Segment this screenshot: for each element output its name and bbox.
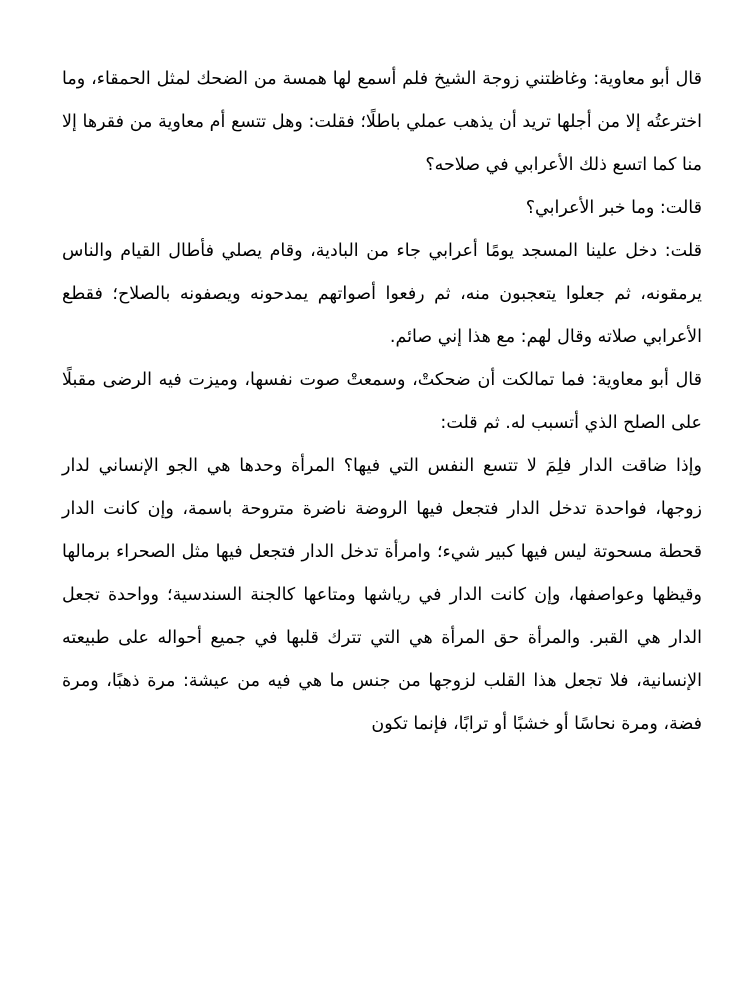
paragraph-2: قالت: وما خبر الأعرابي؟ [525, 198, 702, 218]
paragraph-4: قال أبو معاوية: فما تمالكت أن ضحكتْ، وسمعتْ صوت نفسها، وميزت فيه الرضى مقبلًا على الصلح الذي أتسبب له. ثم قلت: [62, 370, 702, 433]
body-text [62, 58, 702, 746]
paragraph-1: قال أبو معاوية: وغاظتني زوجة الشيخ فلم أسمع لها همسة من الضحك لمثل الحمقاء، وما اخترعتُه إلا من أجلها تريد أن يذهب عملي باطلًا؛ فقلت: وهل تتسع أم معاوية من فقرها إلا منا كما اتسع ذلك الأعرابي في صلاحه؟ [62, 69, 702, 175]
paragraph-3: قلت: دخل علينا المسجد يومًا أعرابي جاء من البادية، وقام يصلي فأطال القيام والناس يرمقونه، ثم جعلوا يتعجبون منه، ثم رفعوا أصواتهم يمدحونه ويصفونه بالصلاح؛ فقطع الأعرابي صلاته وقال لهم: مع هذا إني صائم. [62, 241, 702, 347]
paragraph-5: وإذا ضاقت الدار فلِمَ لا تتسع النفس التي فيها؟ المرأة وحدها هي الجو الإنساني لدار زوجها، فواحدة تدخل الدار فتجعل فيها الروضة ناضرة متروحة باسمة، وإن كانت الدار قحطة مسحوتة ليس فيها كبير شيء؛ وامرأة تدخل الدار فتجعل فيها مثل الصحراء برمالها وقيظها وعواصفها، وإن كانت الدار في رياشها ومتاعها كالجنة السندسية؛ وواحدة تجعل الدار هي القبر. والمرأة حق المرأة هي التي تترك قلبها في جميع أحواله على طبيعته الإنسانية، فلا تجعل هذا القلب لزوجها من جنس ما هي فيه من عيشة: مرة ذهبًا، ومرة فضة، ومرة نحاسًا أو خشبًا أو ترابًا، فإنما تكون [62, 456, 702, 734]
